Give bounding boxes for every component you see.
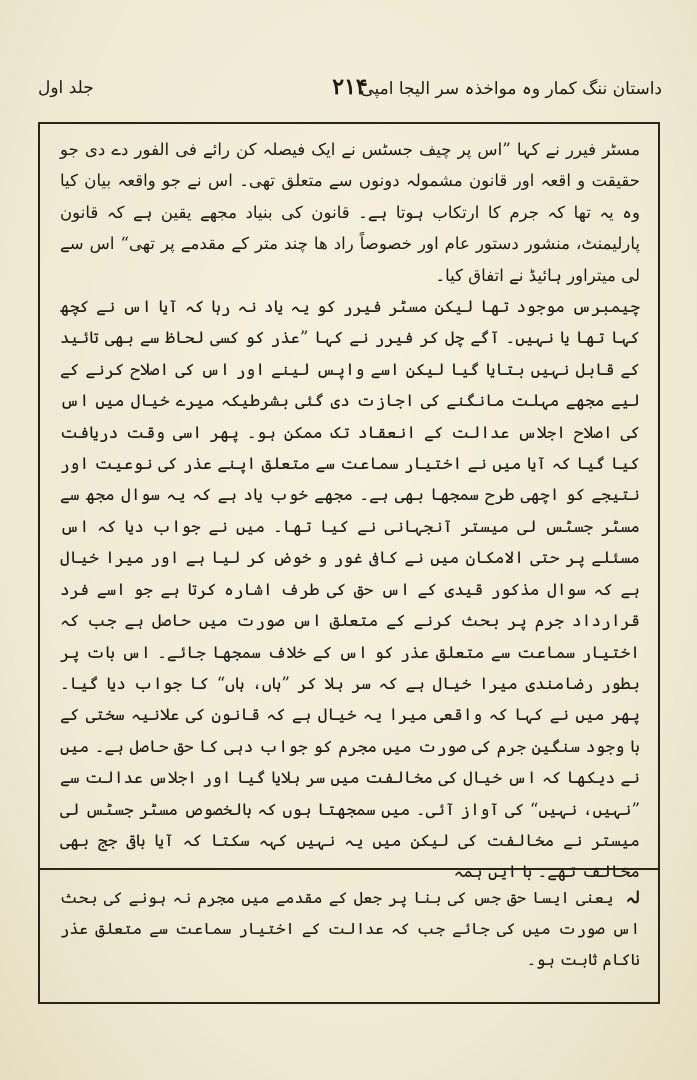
footnote-text: یعنی ایسا حق جس کی بنا پر جعل کے مقدمے میں مجرم نہ ہونے کی بحث اس صورت میں کی جائے جب کہ عدالت کے اختیار سماعت سے متعلق عذر ناکام ثابت ہو۔ [60, 888, 640, 969]
text-frame [38, 122, 660, 1004]
paragraph: چیمبرس موجود تھا لیکن مسٹر فیرر کو یہ یاد نہ رہا کہ آیا اس نے کچھ کہا تھا یا نہیں۔ آگے چل کر فیرر نے کہا ”عذر کو کسی لحاظ سے بھی تائید کے قابل نہیں بتایا گیا لیکن اسے واپس لینے اور اس کی اصلاح کرنے کے لیے مجھے مہلت مانگنے کی اجازت دی گئی بشرطیکہ میرے خیال میں اس کی اصلاح اجلاس عدالت کے انعقاد تک ممکن ہو۔ پھر اسی وقت دریافت کیا گیا کہ آیا میں نے اختیار سماعت سے متعلق اپنے عذر کی نوعیت اور نتیجے کو اچھی طرح سمجھا بھی ہے۔ مجھے خوب یاد ہے کہ یہ سوال مجھ سے مسٹر جسٹس لی میستر آنجہانی نے کیا تھا۔ میں نے جواب دیا کہ اس مسئلے پر حتی الامکان میں نے کافی غور و خوض کر لیا ہے اور میرا خیال ہے کہ سوال مذکور قیدی کے اس حق کی طرف اشارہ کرتا ہے جو اسے فرد قرارداد جرم پر بحث کرنے کے متعلق اس صورت میں حاصل ہے جب کہ اختیار سماعت سے متعلق عذر کو اس کے خلاف سمجھا جائے۔ اس بات پر بطور رضامندی میرا خیال ہے کہ سر ہلا کر ”ہاں، ہاں“ کا جواب دیا گیا۔ پھر میں نے کہا کہ واقعی میرا یہ خیال ہے کہ قانون کی علانیہ سختی کے با وجود سنگین جرم کی صورت میں مجرم کو جواب دہی کا حق حاصل ہے۔ میں نے دیکھا کہ اس خیال کی مخالفت میں سر ہلایا گیا اور اجلاس عدالت سے ”نہیں، نہیں“ کی آواز آئی۔ میں سمجھتا ہوں کہ بالخصوص مسٹر جسٹس لی میستر نے مخالفت کی لیکن میں یہ نہیں کہہ سکتا کہ آیا باقی جج بھی مخالف تھے۔ با ایں ہمہ [60, 297, 640, 882]
main-text [60, 134, 640, 882]
page-header [38, 70, 662, 110]
running-title: داستان ننگ کمار وہ مواخذہ سر الیجا امپی [360, 79, 662, 99]
volume-label: جلد اول [38, 78, 94, 98]
footnote-divider [40, 868, 658, 870]
footnote-marker: لہ [625, 888, 640, 907]
footnote [60, 882, 640, 975]
page-number: ۲۱۴ [332, 74, 368, 100]
paragraph: مسٹر فیرر نے کہا ”اس پر چیف جسٹس نے ایک فیصلہ کن رائے فی الفور دے دی جو حقیقت و اقعہ اور قانون مشمولہ دونوں سے متعلق تھی۔ اس نے جو واقعہ بیان کیا وہ یہ تھا کہ جرم کا ارتکاب ہوتا ہے۔ قانون کی بنیاد مجھے یقین ہے کہ قانون پارلیمنٹ، منشور دستور عام اور خصوصاً راد ھا چند متر کے مقدمے پر تھی“ اس سے لی میتراور ہائیڈ نے اتفاق کیا۔ [60, 140, 640, 285]
